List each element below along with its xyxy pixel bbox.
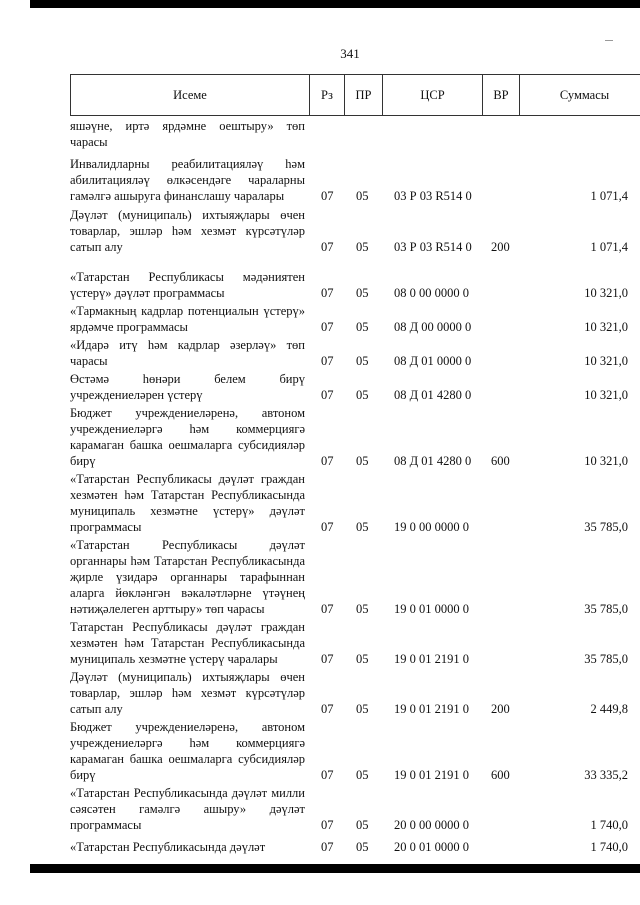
scan-top-border bbox=[30, 0, 640, 8]
row-rz: 07 bbox=[321, 520, 334, 534]
row-name: Татарстан Республикасы дәүләт граждан хезмәтен һәм Татарстан Республикасында муниципаль хезмәтне үстерү чаралары bbox=[70, 620, 305, 666]
row-name: Инвалидларны реабилитацияләү һәм абилитацияләү өлкәсендәге чараларны гамәлгә ашыруга финанслашу чаралары bbox=[70, 157, 305, 203]
row-sum: 10 321,0 bbox=[584, 388, 628, 402]
table-row bbox=[70, 619, 640, 667]
row-csr: 20 0 01 0000 0 bbox=[394, 840, 469, 854]
row-rz: 07 bbox=[321, 286, 334, 300]
table-row bbox=[70, 118, 640, 150]
row-pr: 05 bbox=[356, 189, 369, 203]
table-row bbox=[70, 537, 640, 617]
row-pr: 05 bbox=[356, 840, 369, 854]
row-sum: 1 071,4 bbox=[590, 189, 628, 203]
table-header bbox=[70, 74, 640, 116]
row-pr: 05 bbox=[356, 240, 369, 254]
row-csr: 03 Р 03 R514 0 bbox=[394, 189, 472, 203]
header-csr: ЦСР bbox=[382, 75, 482, 115]
row-csr: 19 0 01 2191 0 bbox=[394, 702, 469, 716]
table-row bbox=[70, 405, 640, 469]
row-sum: 1 740,0 bbox=[590, 840, 628, 854]
row-sum: 1 740,0 bbox=[590, 818, 628, 832]
row-pr: 05 bbox=[356, 818, 369, 832]
row-csr: 19 0 00 0000 0 bbox=[394, 520, 469, 534]
row-vr: 600 bbox=[491, 768, 510, 782]
row-csr: 08 Д 00 0000 0 bbox=[394, 320, 472, 334]
scan-mark bbox=[605, 40, 613, 41]
row-name: яшәүне, иртә ярдәмне оештыру» төп чарасы bbox=[70, 119, 305, 149]
row-sum: 10 321,0 bbox=[584, 286, 628, 300]
row-pr: 05 bbox=[356, 388, 369, 402]
table-row bbox=[70, 669, 640, 717]
header-rz: Рз bbox=[309, 75, 344, 115]
row-rz: 07 bbox=[321, 240, 334, 254]
row-rz: 07 bbox=[321, 652, 334, 666]
row-name: «Тармакның кадрлар потенциалын үстерү» ярдәмче программасы bbox=[70, 304, 305, 334]
row-pr: 05 bbox=[356, 652, 369, 666]
row-rz: 07 bbox=[321, 602, 334, 616]
row-sum: 10 321,0 bbox=[584, 320, 628, 334]
row-name: «Идарә итү һәм кадрлар әзерләү» төп чарасы bbox=[70, 338, 305, 368]
table-row bbox=[70, 269, 640, 301]
row-rz: 07 bbox=[321, 354, 334, 368]
table-row bbox=[70, 471, 640, 535]
header-vr: ВР bbox=[482, 75, 519, 115]
row-pr: 05 bbox=[356, 768, 369, 782]
row-name: «Татарстан Республикасында дәүләт bbox=[70, 840, 266, 854]
row-sum: 35 785,0 bbox=[584, 520, 628, 534]
row-pr: 05 bbox=[356, 702, 369, 716]
table-body bbox=[70, 118, 640, 855]
row-rz: 07 bbox=[321, 388, 334, 402]
row-name: «Татарстан Республикасы мәдәниятен үстерү» дәүләт программасы bbox=[70, 270, 305, 300]
row-vr: 200 bbox=[491, 702, 510, 716]
row-name: Бюджет учреждениеләренә, автоном учреждениеләргә һәм коммерциягә карамаган башка оешмаларга субсидияләр бирү bbox=[70, 406, 305, 468]
table-row bbox=[70, 207, 640, 255]
row-name: Дәүләт (муниципаль) ихтыяҗлары өчен товарлар, эшләр һәм хезмәт күрсәтүләр сатып алу bbox=[70, 208, 305, 254]
row-rz: 07 bbox=[321, 454, 334, 468]
row-pr: 05 bbox=[356, 286, 369, 300]
table-row bbox=[70, 785, 640, 833]
table-row bbox=[70, 156, 640, 204]
row-name: Бюджет учреждениеләренә, автоном учреждениеләргә һәм коммерциягә карамаган башка оешмаларга субсидияләр бирү bbox=[70, 720, 305, 782]
row-rz: 07 bbox=[321, 768, 334, 782]
row-csr: 19 0 01 2191 0 bbox=[394, 768, 469, 782]
row-csr: 19 0 01 0000 0 bbox=[394, 602, 469, 616]
row-sum: 10 321,0 bbox=[584, 454, 628, 468]
table-row bbox=[70, 371, 640, 403]
table-row bbox=[70, 719, 640, 783]
row-vr: 200 bbox=[491, 240, 510, 254]
row-rz: 07 bbox=[321, 702, 334, 716]
row-csr: 20 0 00 0000 0 bbox=[394, 818, 469, 832]
row-sum: 2 449,8 bbox=[590, 702, 628, 716]
row-sum: 33 335,2 bbox=[584, 768, 628, 782]
row-rz: 07 bbox=[321, 818, 334, 832]
row-name: «Татарстан Республикасында дәүләт милли сәясәтен гамәлгә ашыру» дәүләт программасы bbox=[70, 786, 305, 832]
row-csr: 03 Р 03 R514 0 bbox=[394, 240, 472, 254]
row-csr: 08 Д 01 4280 0 bbox=[394, 388, 472, 402]
row-vr: 600 bbox=[491, 454, 510, 468]
row-pr: 05 bbox=[356, 520, 369, 534]
row-sum: 1 071,4 bbox=[590, 240, 628, 254]
row-rz: 07 bbox=[321, 320, 334, 334]
row-rz: 07 bbox=[321, 189, 334, 203]
table-row bbox=[70, 303, 640, 335]
row-rz: 07 bbox=[321, 840, 334, 854]
row-name: Дәүләт (муниципаль) ихтыяҗлары өчен товарлар, эшләр һәм хезмәт күрсәтүләр сатып алу bbox=[70, 670, 305, 716]
row-csr: 08 Д 01 4280 0 bbox=[394, 454, 472, 468]
header-sum: Суммасы bbox=[519, 75, 640, 115]
header-name: Исеме bbox=[173, 88, 207, 102]
table-row bbox=[70, 839, 640, 855]
header-pr: ПР bbox=[344, 75, 382, 115]
row-sum: 35 785,0 bbox=[584, 602, 628, 616]
row-csr: 08 Д 01 0000 0 bbox=[394, 354, 472, 368]
row-pr: 05 bbox=[356, 354, 369, 368]
page-number: 341 bbox=[340, 46, 360, 61]
row-name: «Татарстан Республикасы дәүләт органнары һәм Татарстан Республикасында җирле үзидарә органнары тарафыннан аларга йөкләнгән вәкаләтләрне үтәүнең нәтиҗәлелеген арттыру» төп чарасы bbox=[70, 538, 305, 616]
row-name: Өстәмә һөнәри белем бирү учреждениеләрен үстерү bbox=[70, 372, 305, 402]
table-row bbox=[70, 337, 640, 369]
row-pr: 05 bbox=[356, 320, 369, 334]
row-csr: 08 0 00 0000 0 bbox=[394, 286, 469, 300]
row-csr: 19 0 01 2191 0 bbox=[394, 652, 469, 666]
row-sum: 10 321,0 bbox=[584, 354, 628, 368]
scan-bottom-border bbox=[30, 864, 640, 873]
row-sum: 35 785,0 bbox=[584, 652, 628, 666]
row-pr: 05 bbox=[356, 602, 369, 616]
row-name: «Татарстан Республикасы дәүләт граждан хезмәтен һәм Татарстан Республикасында муниципаль хезмәтне үстерү» дәүләт программасы bbox=[70, 472, 305, 534]
row-pr: 05 bbox=[356, 454, 369, 468]
